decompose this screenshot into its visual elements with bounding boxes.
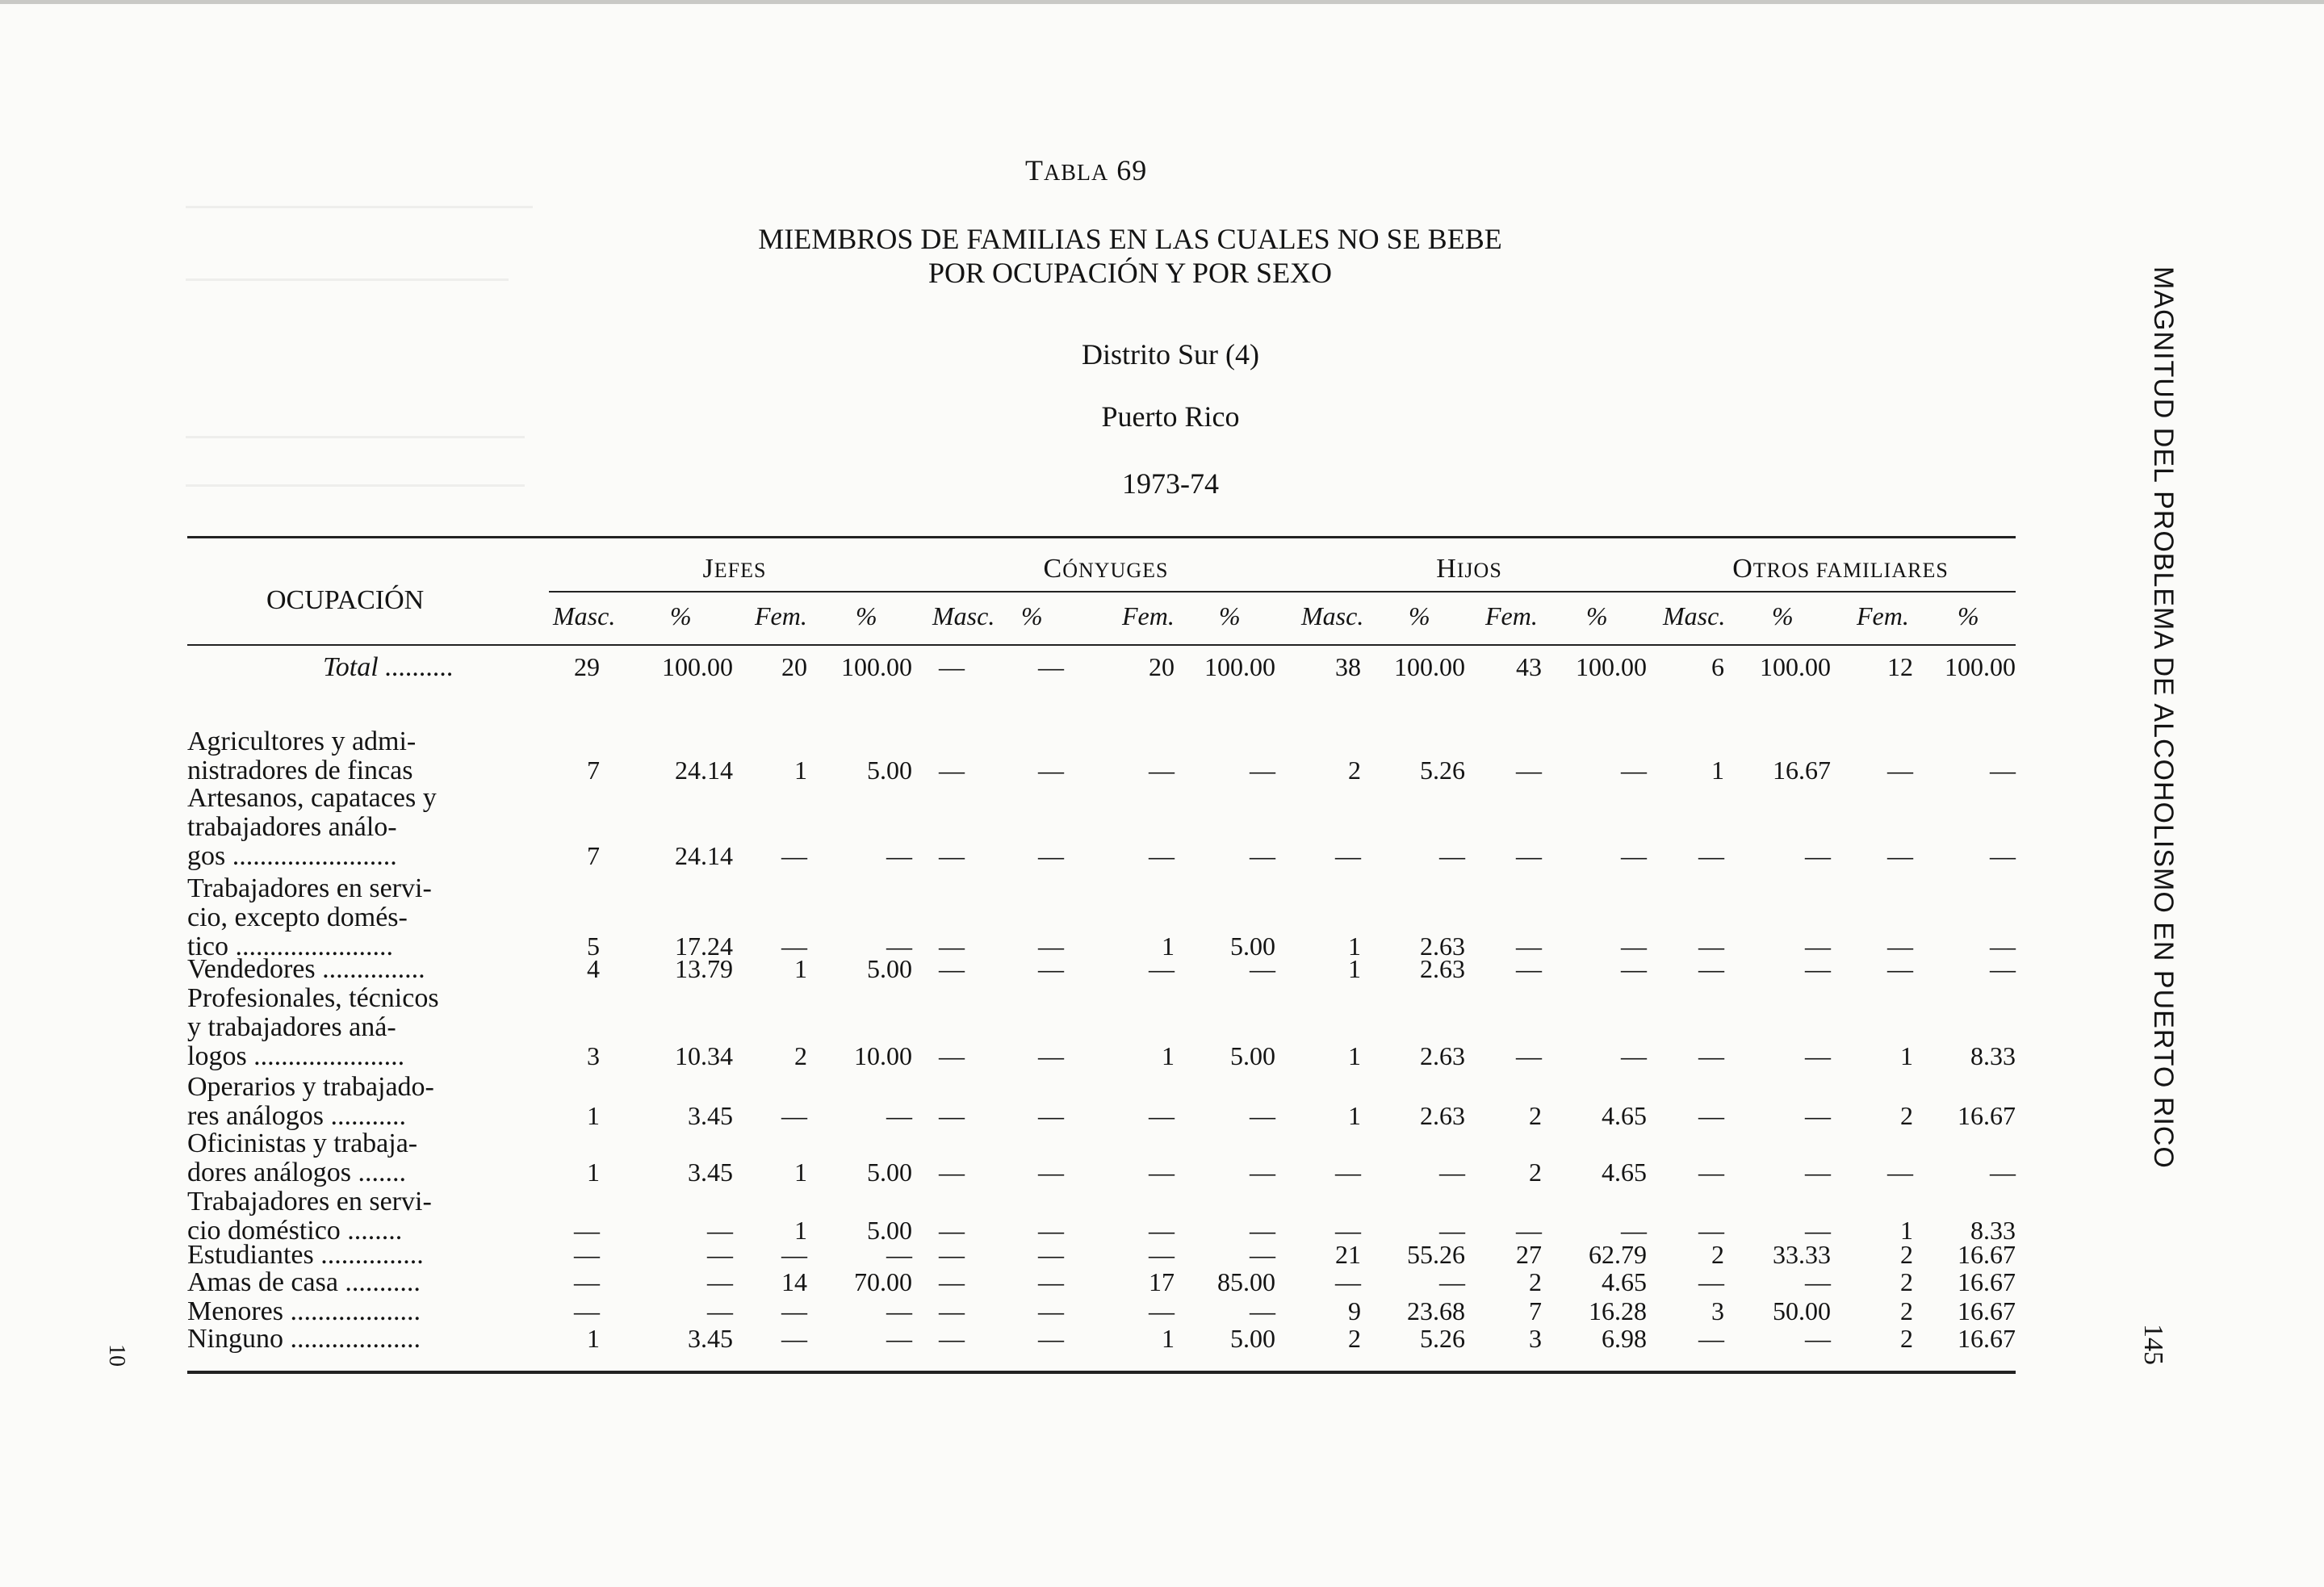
table-cell: — (1805, 1101, 1831, 1130)
table-cell: — (1805, 1158, 1831, 1187)
subcolumn-header: Masc. (553, 601, 616, 630)
table-cell: — (1149, 1101, 1175, 1130)
group-rule-conyuges (920, 591, 1288, 593)
table-cell: — (1621, 756, 1647, 785)
table-cell: — (886, 841, 912, 870)
table-cell: — (1250, 1101, 1275, 1130)
total-cell: 100.00 (1945, 652, 2016, 681)
table-cell: — (886, 1240, 912, 1269)
table-title-line-1: MIEMBROS DE FAMILIAS EN LAS CUALES NO SE BEBE (758, 223, 1502, 255)
table-cell: — (1805, 932, 1831, 961)
table-cell: 2 (1711, 1240, 1724, 1269)
table-cell: — (939, 1158, 965, 1187)
left-margin-number: 10 (104, 1344, 129, 1367)
table-cell: 1 (1162, 1324, 1175, 1353)
table-cell: 2 (1900, 1267, 1913, 1296)
table-top-rule (187, 536, 2016, 538)
table-cell: — (1990, 756, 2016, 785)
table-cell: — (1698, 1101, 1724, 1130)
total-cell: 100.00 (1760, 652, 1831, 681)
table-cell: 1 (1162, 1041, 1175, 1070)
column-header-ocupacion: OCUPACIÓN (266, 585, 425, 615)
table-cell: — (1887, 841, 1913, 870)
table-cell: 5.26 (1420, 1324, 1465, 1353)
table-cell: — (1038, 1216, 1064, 1245)
table-cell: 5.00 (867, 756, 912, 785)
table-cell: — (1698, 841, 1724, 870)
table-cell: — (1038, 954, 1064, 983)
table-cell: 1 (1348, 1101, 1361, 1130)
occupation-label-line: logos ...................... (187, 1041, 405, 1071)
table-cell: — (1038, 1296, 1064, 1325)
table-cell: 16.67 (1958, 1324, 2016, 1353)
group-header-jefes-lead: J (702, 554, 714, 584)
table-cell: — (1335, 1267, 1361, 1296)
table-cell: — (1805, 841, 1831, 870)
table-cell: — (1698, 1267, 1724, 1296)
table-cell: 2 (1529, 1158, 1542, 1187)
table-cell: 1 (587, 1101, 600, 1130)
table-cell: — (1038, 1267, 1064, 1296)
running-title: MAGNITUD DEL PROBLEMA DE ALCOHOLISMO EN PUERTO RICO (2148, 266, 2179, 1169)
occupation-label-line: Ninguno ................... (187, 1324, 421, 1354)
table-label-lead: T (1025, 154, 1044, 186)
table-cell: 24.14 (675, 841, 733, 870)
table-cell: — (1250, 954, 1275, 983)
table-cell: 55.26 (1407, 1240, 1465, 1269)
occupation-label-line: Menores ................... (187, 1296, 421, 1326)
group-header-jefes (630, 554, 840, 584)
table-cell: — (1621, 1041, 1647, 1070)
table-cell: 5.00 (1230, 932, 1275, 961)
table-cell: 16.67 (1958, 1101, 2016, 1130)
table-cell: — (574, 1296, 600, 1325)
occupation-label-line: Oficinistas y trabaja- (187, 1128, 418, 1158)
table-cell: — (1149, 1296, 1175, 1325)
table-label-rest: ABLA (1044, 161, 1109, 186)
table-cell: 5.00 (867, 954, 912, 983)
total-cell: 100.00 (1394, 652, 1465, 681)
table-cell: — (1698, 954, 1724, 983)
occupation-label-line: cio, excepto domés- (187, 902, 408, 932)
table-cell: 7 (587, 756, 600, 785)
table-cell: — (1038, 1240, 1064, 1269)
table-cell: — (1887, 954, 1913, 983)
table-cell: 16.67 (1958, 1240, 2016, 1269)
table-cell: 5 (587, 932, 600, 961)
group-header-conyuges-lead: C (1043, 554, 1063, 584)
table-cell: — (781, 1240, 807, 1269)
table-cell: — (939, 1240, 965, 1269)
table-cell: — (1038, 1101, 1064, 1130)
table-cell: — (1038, 1158, 1064, 1187)
table-cell: — (1805, 1324, 1831, 1353)
table-cell: 24.14 (675, 756, 733, 785)
table-cell: 10.00 (854, 1041, 912, 1070)
group-header-hijos-rest: IJOS (1456, 559, 1502, 582)
occupation-label-line: dores análogos ....... (187, 1158, 407, 1187)
table-cell: — (939, 756, 965, 785)
table-cell: — (1621, 954, 1647, 983)
table-cell: — (781, 1101, 807, 1130)
total-cell: 20 (781, 652, 807, 681)
table-cell: 50.00 (1773, 1296, 1831, 1325)
bleed-through-mark (186, 436, 525, 438)
table-cell: — (939, 954, 965, 983)
table-cell: — (781, 1296, 807, 1325)
table-cell: 4.65 (1602, 1158, 1647, 1187)
total-cell: 100.00 (1204, 652, 1275, 681)
table-cell: 14 (781, 1267, 807, 1296)
table-cell: 1 (1900, 1216, 1913, 1245)
occupation-label-line: Agricultores y admi- (187, 727, 417, 756)
occupation-label-line: Amas de casa ........... (187, 1267, 421, 1297)
table-cell: 1 (587, 1158, 600, 1187)
table-cell: — (1439, 841, 1465, 870)
table-cell: 85.00 (1217, 1267, 1275, 1296)
total-cell: 12 (1887, 652, 1913, 681)
total-cell: 43 (1516, 652, 1542, 681)
table-cell: 5.00 (867, 1216, 912, 1245)
table-bottom-rule (187, 1371, 2016, 1374)
table-cell: — (1250, 1296, 1275, 1325)
header-bottom-rule (187, 644, 2016, 646)
table-cell: 1 (794, 1158, 807, 1187)
total-cell: 100.00 (841, 652, 912, 681)
subcolumn-header: % (856, 601, 877, 630)
total-cell: 100.00 (1576, 652, 1647, 681)
subcolumn-header: Fem. (755, 601, 807, 630)
table-cell: 7 (587, 841, 600, 870)
table-cell: 9 (1348, 1296, 1361, 1325)
table-cell: 16.67 (1773, 756, 1831, 785)
table-cell: 3 (587, 1041, 600, 1070)
table-cell: — (1887, 932, 1913, 961)
table-cell: — (939, 1296, 965, 1325)
table-cell: 62.79 (1589, 1240, 1647, 1269)
total-cell: — (1038, 652, 1064, 681)
table-cell: — (574, 1267, 600, 1296)
table-cell: 1 (1162, 932, 1175, 961)
table-cell: — (1698, 932, 1724, 961)
table-cell: — (1250, 756, 1275, 785)
table-cell: 5.00 (1230, 1324, 1275, 1353)
table-cell: — (939, 1216, 965, 1245)
table-cell: — (1887, 1158, 1913, 1187)
table-cell: — (1805, 954, 1831, 983)
table-cell: — (1516, 932, 1542, 961)
table-cell: 3.45 (688, 1101, 733, 1130)
table-cell: — (1149, 1240, 1175, 1269)
table-cell: — (574, 1216, 600, 1245)
table-cell: 8.33 (1970, 1216, 2016, 1245)
table-cell: 17.24 (675, 932, 733, 961)
table-cell: — (1516, 756, 1542, 785)
table-cell: 1 (1348, 932, 1361, 961)
table-cell: 2 (1529, 1267, 1542, 1296)
occupation-label-line: Artesanos, capataces y (187, 783, 437, 813)
table-cell: 4 (587, 954, 600, 983)
group-rule-otros (1651, 591, 2016, 593)
table-cell: — (1250, 841, 1275, 870)
table-cell: — (1439, 1158, 1465, 1187)
table-cell: 2 (1900, 1296, 1913, 1325)
total-cell: 6 (1711, 652, 1724, 681)
table-cell: 3 (1529, 1324, 1542, 1353)
subcolumn-header: % (1772, 601, 1794, 630)
table-cell: — (1038, 1324, 1064, 1353)
table-cell: — (1038, 1041, 1064, 1070)
total-cell: 38 (1335, 652, 1361, 681)
subcolumn-header: % (1219, 601, 1241, 630)
table-cell: — (1805, 1041, 1831, 1070)
table-cell: — (1149, 841, 1175, 870)
table-cell: 1 (1900, 1041, 1913, 1070)
table-cell: — (1250, 1216, 1275, 1245)
table-cell: — (1621, 1216, 1647, 1245)
table-cell: — (886, 1324, 912, 1353)
table-cell: — (1805, 1216, 1831, 1245)
table-cell: — (1038, 932, 1064, 961)
table-cell: — (1149, 756, 1175, 785)
table-cell: — (939, 1267, 965, 1296)
table-cell: — (1990, 1158, 2016, 1187)
group-rule-jefes (549, 591, 920, 593)
table-cell: 70.00 (854, 1267, 912, 1296)
table-cell: — (781, 1324, 807, 1353)
table-cell: 2 (1348, 1324, 1361, 1353)
occupation-label-line: tico ....................... (187, 932, 393, 961)
table-cell: — (707, 1296, 733, 1325)
table-cell: 2 (1529, 1101, 1542, 1130)
table-cell: — (886, 1101, 912, 1130)
subcolumn-header: Masc. (1301, 601, 1364, 630)
subcolumn-header: Fem. (1857, 601, 1909, 630)
table-cell: 17 (1149, 1267, 1175, 1296)
table-cell: 4.65 (1602, 1267, 1647, 1296)
table-cell: 1 (794, 954, 807, 983)
table-title-line-2: POR OCUPACIÓN Y POR SEXO (928, 257, 1333, 289)
occupation-label-line: trabajadores análo- (187, 812, 397, 842)
table-cell: 7 (1529, 1296, 1542, 1325)
table-cell: 27 (1516, 1240, 1542, 1269)
table-cell: 1 (794, 756, 807, 785)
table-cell: 2 (1900, 1324, 1913, 1353)
table-cell: — (781, 932, 807, 961)
bleed-through-mark (186, 278, 509, 281)
table-cell: — (886, 932, 912, 961)
subcolumn-header: Masc. (1663, 601, 1726, 630)
table-cell: — (781, 841, 807, 870)
table-cell: — (939, 1101, 965, 1130)
group-rule-hijos (1288, 591, 1651, 593)
table-cell: — (1335, 1158, 1361, 1187)
table-cell: 23.68 (1407, 1296, 1465, 1325)
table-cell: — (574, 1240, 600, 1269)
table-label (1025, 153, 1187, 187)
table-cell: 16.67 (1958, 1296, 2016, 1325)
page-number: 145 (2138, 1324, 2168, 1365)
table-cell: 5.26 (1420, 756, 1465, 785)
table-cell: 2 (1900, 1101, 1913, 1130)
table-cell: — (1335, 841, 1361, 870)
table-cell: 3 (1711, 1296, 1724, 1325)
table-cell: — (1990, 954, 2016, 983)
table-title (484, 222, 1776, 290)
table-cell: — (1250, 1158, 1275, 1187)
table-cell: 2.63 (1420, 1041, 1465, 1070)
table-cell: 4.65 (1602, 1101, 1647, 1130)
occupation-label-line: res análogos ........... (187, 1101, 407, 1131)
table-cell: — (707, 1240, 733, 1269)
table-cell: — (1621, 932, 1647, 961)
table-cell: — (1038, 841, 1064, 870)
total-cell: 20 (1149, 652, 1175, 681)
table-cell: 6.98 (1602, 1324, 1647, 1353)
subcolumn-header: Masc. (932, 601, 995, 630)
table-cell: — (1149, 1216, 1175, 1245)
table-cell: 13.79 (675, 954, 733, 983)
table-cell: 5.00 (1230, 1041, 1275, 1070)
table-cell: — (1990, 932, 2016, 961)
place-subtitle: Puerto Rico (1101, 400, 1240, 433)
table-cell: — (1516, 954, 1542, 983)
table-cell: 2.63 (1420, 1101, 1465, 1130)
table-cell: 3.45 (688, 1324, 733, 1353)
table-cell: 1 (1348, 954, 1361, 983)
occupation-label-line: cio doméstico ........ (187, 1216, 403, 1246)
table-cell: — (939, 932, 965, 961)
bleed-through-mark (186, 484, 525, 487)
total-cell: 100.00 (662, 652, 733, 681)
occupation-label-line: Trabajadores en servi- (187, 873, 432, 903)
table-cell: — (707, 1216, 733, 1245)
table-cell: — (1038, 756, 1064, 785)
total-cell: 29 (574, 652, 600, 681)
table-cell: — (1149, 1158, 1175, 1187)
subcolumn-header: Fem. (1485, 601, 1538, 630)
table-cell: 10.34 (675, 1041, 733, 1070)
table-cell: — (1698, 1041, 1724, 1070)
table-cell: — (1516, 1041, 1542, 1070)
group-header-otros-lead: O (1732, 554, 1753, 584)
period-subtitle: 1973-74 (1122, 467, 1219, 500)
table-cell: — (707, 1267, 733, 1296)
table-cell: 2 (1900, 1240, 1913, 1269)
table-cell: 2.63 (1420, 932, 1465, 961)
table-cell: — (1698, 1158, 1724, 1187)
group-header-conyuges-rest: ÓNYUGES (1062, 559, 1169, 582)
subcolumn-header: % (1409, 601, 1430, 630)
table-cell: — (939, 841, 965, 870)
group-header-otros-rest: TROS FAMILIARES (1752, 559, 1949, 582)
group-header-hijos (1388, 554, 1550, 584)
table-cell: 1 (1711, 756, 1724, 785)
occupation-label-line: Estudiantes ............... (187, 1240, 424, 1270)
table-cell: — (1516, 1216, 1542, 1245)
table-cell: 1 (587, 1324, 600, 1353)
table-cell: — (886, 1296, 912, 1325)
subcolumn-header: % (670, 601, 692, 630)
table-cell: 2 (1348, 756, 1361, 785)
occupation-label-line: Operarios y trabajado- (187, 1072, 434, 1102)
page-top-edge (0, 0, 2324, 4)
table-cell: — (939, 1324, 965, 1353)
table-cell: — (1439, 1216, 1465, 1245)
group-header-hijos-lead: H (1436, 554, 1457, 584)
table-cell: 33.33 (1773, 1240, 1831, 1269)
table-cell: 21 (1335, 1240, 1361, 1269)
table-cell: — (1698, 1324, 1724, 1353)
table-cell: 1 (794, 1216, 807, 1245)
occupation-label-line: Trabajadores en servi- (187, 1187, 432, 1216)
total-row-label: Total .......... (323, 652, 454, 682)
table-cell: 2 (794, 1041, 807, 1070)
table-cell: — (1516, 841, 1542, 870)
bleed-through-mark (186, 206, 533, 208)
table-cell: 16.28 (1589, 1296, 1647, 1325)
table-cell: — (1439, 1267, 1465, 1296)
table-cell: 16.67 (1958, 1267, 2016, 1296)
total-cell: — (939, 652, 965, 681)
group-header-jefes-rest: EFES (714, 559, 767, 582)
table-number: 69 (1116, 154, 1148, 186)
table-cell: — (1990, 841, 2016, 870)
occupation-label-line: Vendedores ............... (187, 954, 425, 984)
subcolumn-header: % (1021, 601, 1043, 630)
table-cell: — (1887, 756, 1913, 785)
occupation-label-line: y trabajadores aná- (187, 1012, 396, 1042)
table-cell: — (1621, 841, 1647, 870)
table-cell: — (1805, 1267, 1831, 1296)
table-cell: 3.45 (688, 1158, 733, 1187)
table-cell: — (1149, 954, 1175, 983)
subcolumn-header: Fem. (1122, 601, 1175, 630)
table-cell: — (1698, 1216, 1724, 1245)
table-cell: 2.63 (1420, 954, 1465, 983)
group-header-conyuges (985, 554, 1227, 584)
occupation-label-line: Profesionales, técnicos (187, 983, 439, 1013)
table-cell: — (1250, 1240, 1275, 1269)
table-cell: 1 (1348, 1041, 1361, 1070)
subcolumn-header: % (1958, 601, 1979, 630)
table-cell: 5.00 (867, 1158, 912, 1187)
group-header-otros (1679, 554, 2002, 584)
occupation-label-line: nistradores de fincas (187, 756, 413, 785)
district-subtitle: Distrito Sur (4) (1082, 338, 1259, 371)
subcolumn-header: % (1586, 601, 1608, 630)
table-cell: — (1335, 1216, 1361, 1245)
occupation-label-line: gos ........................ (187, 841, 397, 871)
table-cell: — (939, 1041, 965, 1070)
table-cell: 8.33 (1970, 1041, 2016, 1070)
